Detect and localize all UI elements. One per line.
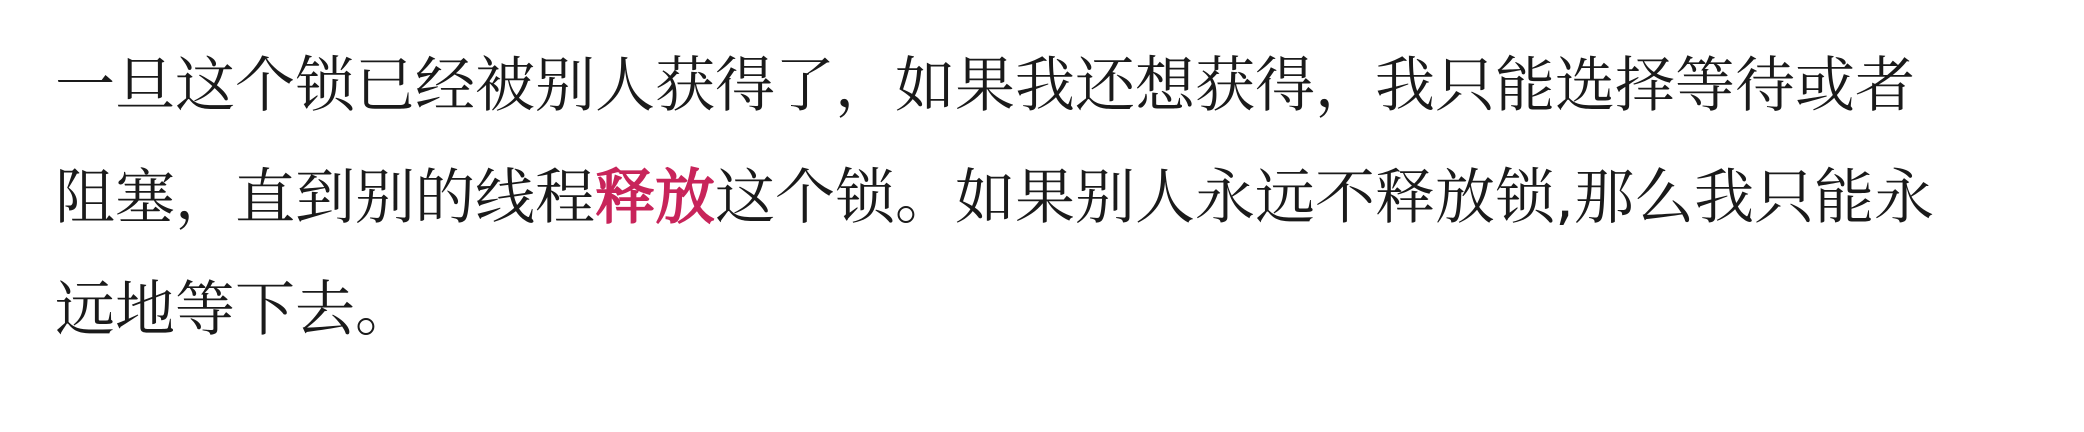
document-paragraph bbox=[55, 30, 2055, 366]
paragraph-line-1: 一旦这个锁已经被别人获得了，如果我还想获得，我只能选择等待或者 bbox=[55, 51, 1915, 121]
line-2-text-before: 阻塞，直到别的线程 bbox=[55, 163, 595, 233]
highlighted-term: 释放 bbox=[595, 163, 715, 233]
paragraph-line-3: 远地等下去。 bbox=[55, 275, 415, 345]
line-2-text-after: 这个锁。如果别人永远不释放锁,那么我只能永 bbox=[715, 163, 1935, 233]
paragraph-line-2 bbox=[55, 142, 2055, 254]
